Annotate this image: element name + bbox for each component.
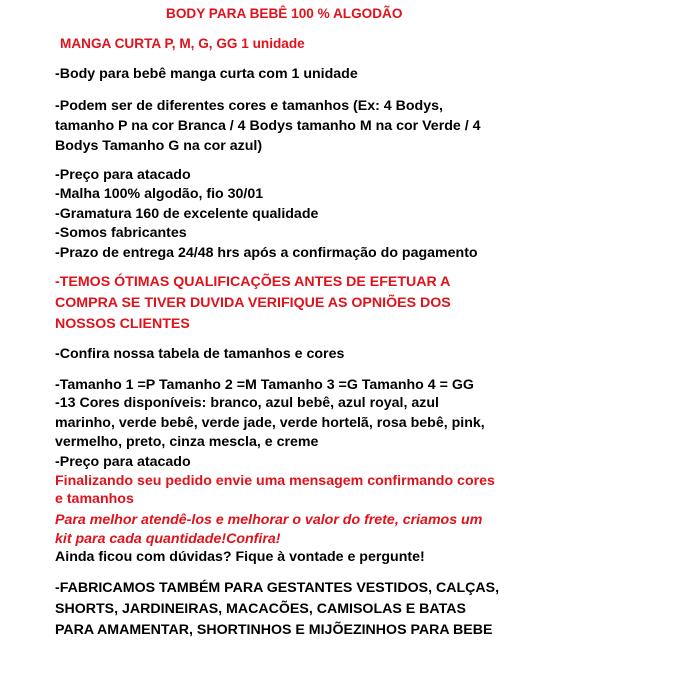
qualifications-notice-line: NOSSOS CLIENTES — [55, 316, 190, 332]
order-instructions-line: Finalizando seu pedido envie uma mensagem confirmando cores — [55, 473, 495, 489]
size-table-intro-line: -Confira nossa tabela de tamanhos e cores — [55, 346, 345, 362]
colors-line: vermelho, preto, cinza mescla, e creme — [55, 434, 319, 450]
kit-offer-line: Para melhor atendê-los e melhorar o valor do frete, criamos um — [55, 512, 483, 528]
wholesale-price-line: -Preço para atacado — [55, 454, 191, 470]
qualifications-notice-line: -TEMOS ÓTIMAS QUALIFICAÇÕES ANTES DE EFETUAR A — [55, 274, 451, 290]
colors-line: -13 Cores disponíveis: branco, azul bebê, azul royal, azul — [55, 395, 439, 411]
questions-line: Ainda ficou com dúvidas? Fique à vontade e pergunte! — [55, 549, 425, 565]
page-title: BODY PARA BEBÊ 100 % ALGODÃO — [166, 6, 403, 21]
also-manufacture-line: -FABRICAMOS TAMBÉM PARA GESTANTES VESTIDOS, CALÇAS, — [55, 580, 500, 596]
variation-note-line: -Podem ser de diferentes cores e tamanhos (Ex: 4 Bodys, — [55, 98, 443, 114]
qualifications-notice-line: COMPRA SE TIVER DUVIDA VERIFIQUE AS OPNIÕES DOS — [55, 295, 451, 311]
page-subtitle: MANGA CURTA P, M, G, GG 1 unidade — [60, 36, 305, 51]
also-manufacture-line: SHORTS, JARDINEIRAS, MACACÕES, CAMISOLAS E BATAS — [55, 601, 466, 617]
also-manufacture-line: PARA AMAMENTAR, SHORTINHOS E MIJÕEZINHOS PARA BEBE — [55, 622, 493, 638]
feature-line: -Somos fabricantes — [55, 225, 187, 241]
size-table-line: -Tamanho 1 =P Tamanho 2 =M Tamanho 3 =G Tamanho 4 = GG — [55, 377, 474, 393]
kit-offer-line: kit para cada quantidade!Confira! — [55, 531, 281, 547]
variation-note-line: tamanho P na cor Branca / 4 Bodys tamanho M na cor Verde / 4 — [55, 118, 481, 134]
feature-line: -Prazo de entrega 24/48 hrs após a confirmação do pagamento — [55, 245, 478, 261]
feature-line: -Malha 100% algodão, fio 30/01 — [55, 186, 264, 202]
colors-line: marinho, verde bebê, verde jade, verde hortelã, rosa bebê, pink, — [55, 415, 485, 431]
product-description-line: -Body para bebê manga curta com 1 unidade — [55, 66, 358, 82]
order-instructions-line: e tamanhos — [55, 491, 134, 507]
feature-line: -Preço para atacado — [55, 167, 191, 183]
feature-line: -Gramatura 160 de excelente qualidade — [55, 206, 319, 222]
variation-note-line: Bodys Tamanho G na cor azul) — [55, 138, 263, 154]
